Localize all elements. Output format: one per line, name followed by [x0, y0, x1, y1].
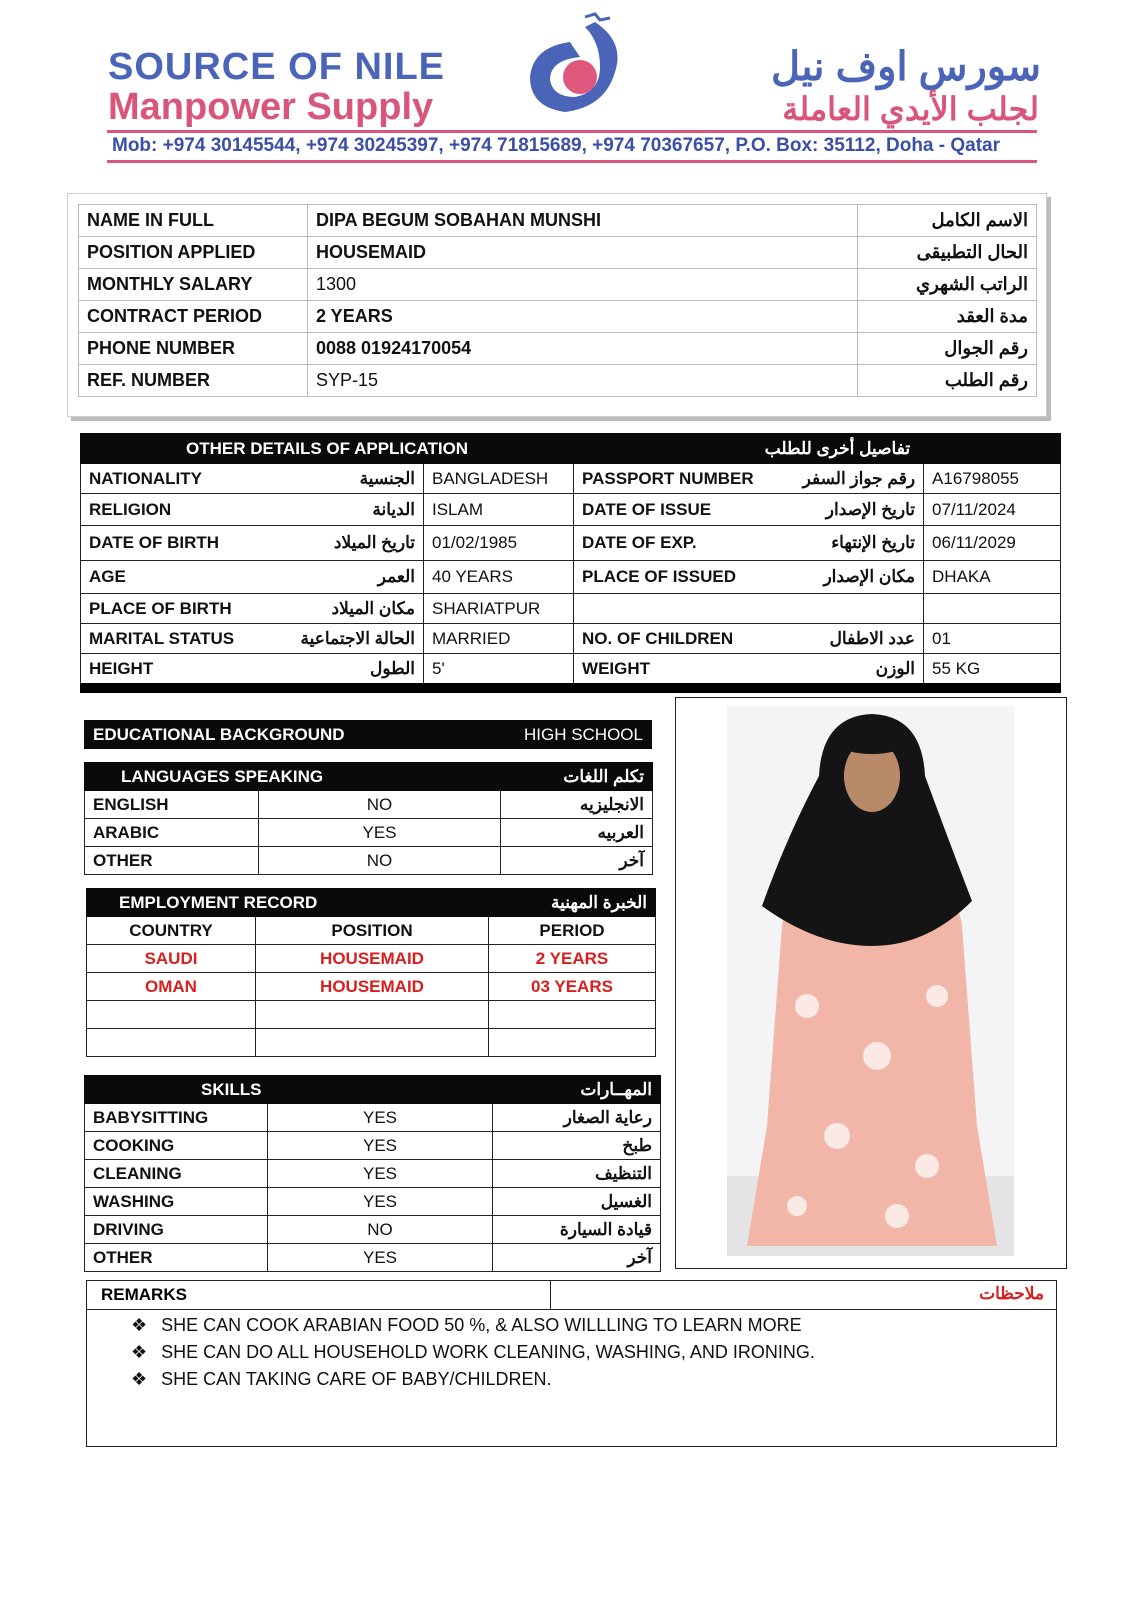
- field-label-ar: الجنسية: [266, 464, 424, 494]
- skill-name-ar: رعاية الصغار: [493, 1104, 661, 1132]
- field-value: 01: [924, 624, 1061, 654]
- field-label-ar: مكان الميلاد: [266, 594, 424, 624]
- field-label-ar: الراتب الشهري: [858, 269, 1037, 301]
- skill-value: NO: [268, 1216, 493, 1244]
- field-label-ar: العمر: [266, 561, 424, 594]
- table-row: [85, 1216, 661, 1244]
- field-label-ar: الحال التطبيقى: [858, 237, 1037, 269]
- company-name-en: SOURCE OF NILE: [108, 46, 446, 88]
- skill-name: BABYSITTING: [85, 1104, 268, 1132]
- remark-text: SHE CAN COOK ARABIAN FOOD 50 %, & ALSO WILLLING TO LEARN MORE: [161, 1315, 802, 1335]
- remark-item: [131, 1366, 1056, 1393]
- table-row: [85, 819, 653, 847]
- remarks-box: [86, 1280, 1057, 1447]
- language-name: ENGLISH: [85, 791, 259, 819]
- table-row: [81, 526, 1061, 561]
- employment-period: 2 YEARS: [489, 945, 656, 973]
- skill-name-ar: الغسيل: [493, 1188, 661, 1216]
- field-value: 40 YEARS: [424, 561, 574, 594]
- field-label: REF. NUMBER: [79, 365, 308, 397]
- field-label-ar: رقم الجوال: [858, 333, 1037, 365]
- skill-name-ar: طبخ: [493, 1132, 661, 1160]
- remark-item: [131, 1339, 1056, 1366]
- skills-title: SKILLS: [85, 1076, 493, 1104]
- company-tagline-ar: لجلب الأيدي العاملة: [782, 91, 1039, 127]
- table-row: [85, 1188, 661, 1216]
- employment-country: SAUDI: [87, 945, 256, 973]
- skill-name-ar: التنظيف: [493, 1160, 661, 1188]
- field-label-ar: مدة العقد: [858, 301, 1037, 333]
- employment-title: EMPLOYMENT RECORD: [87, 889, 489, 917]
- photo-frame: [675, 697, 1067, 1269]
- table-row: [85, 1244, 661, 1272]
- bullet-icon: ❖: [131, 1342, 148, 1362]
- table-row: [85, 1160, 661, 1188]
- table-row: [79, 237, 1037, 269]
- table-row: [79, 365, 1037, 397]
- table-row: [85, 847, 653, 875]
- field-value: MARRIED: [424, 624, 574, 654]
- field-label: DATE OF BIRTH: [81, 526, 266, 561]
- skill-name: WASHING: [85, 1188, 268, 1216]
- personal-info-panel: [67, 193, 1047, 417]
- field-label-ar: [779, 594, 924, 624]
- field-value: ISLAM: [424, 494, 574, 526]
- language-name: ARABIC: [85, 819, 259, 847]
- table-row: [81, 624, 1061, 654]
- field-value: 0088 01924170054: [308, 333, 858, 365]
- field-label-ar: الوزن: [779, 654, 924, 689]
- field-value: 1300: [308, 269, 858, 301]
- employment-country: [87, 1001, 256, 1029]
- language-value: YES: [259, 819, 501, 847]
- employment-period: [489, 1001, 656, 1029]
- employment-period: [489, 1029, 656, 1057]
- divider: [107, 160, 1037, 163]
- field-label-ar: الاسم الكامل: [858, 205, 1037, 237]
- table-row: [79, 301, 1037, 333]
- field-label: NAME IN FULL: [79, 205, 308, 237]
- applicant-photo: [727, 706, 1014, 1256]
- remark-text: SHE CAN DO ALL HOUSEHOLD WORK CLEANING, WASHING, AND IRONING.: [161, 1342, 815, 1362]
- field-label-ar: رقم جواز السفر: [779, 464, 924, 494]
- field-value: HOUSEMAID: [308, 237, 858, 269]
- field-value: DIPA BEGUM SOBAHAN MUNSHI: [308, 205, 858, 237]
- skills-table: [84, 1075, 661, 1272]
- field-value: 55 KG: [924, 654, 1061, 689]
- column-header: COUNTRY: [87, 917, 256, 945]
- table-row: [87, 973, 656, 1001]
- language-value: NO: [259, 847, 501, 875]
- field-label-ar: تاريخ الإنتهاء: [779, 526, 924, 561]
- field-label: HEIGHT: [81, 654, 266, 689]
- contact-info: Mob: +974 30145544, +974 30245397, +974 71815689, +974 70367657, P.O. Box: 35112, Doha - Qatar: [112, 135, 1001, 156]
- table-row: [87, 917, 656, 945]
- bullet-icon: ❖: [131, 1369, 148, 1389]
- employment-position: HOUSEMAID: [256, 945, 489, 973]
- table-row: [81, 654, 1061, 689]
- languages-table: [84, 762, 653, 875]
- field-label: WEIGHT: [574, 654, 779, 689]
- field-label: MARITAL STATUS: [81, 624, 266, 654]
- field-value: BANGLADESH: [424, 464, 574, 494]
- skill-value: YES: [268, 1188, 493, 1216]
- company-name-ar: سورس اوف نيل: [771, 45, 1041, 89]
- table-row: [79, 333, 1037, 365]
- languages-title-ar: تكلم اللغات: [501, 763, 653, 791]
- field-label: PLACE OF ISSUED: [574, 561, 779, 594]
- remark-item: [131, 1312, 1056, 1339]
- other-details-title: OTHER DETAILS OF APPLICATION: [81, 434, 574, 464]
- table-row: [79, 269, 1037, 301]
- field-value: A16798055: [924, 464, 1061, 494]
- language-name-ar: آخر: [501, 847, 653, 875]
- field-label: PLACE OF BIRTH: [81, 594, 266, 624]
- field-value: DHAKA: [924, 561, 1061, 594]
- languages-title: LANGUAGES SPEAKING: [85, 763, 501, 791]
- divider: [107, 130, 1037, 133]
- employment-title-ar: الخبرة المهنية: [489, 889, 656, 917]
- field-label-ar: تاريخ الإصدار: [779, 494, 924, 526]
- bullet-icon: ❖: [131, 1315, 148, 1335]
- field-label-ar: مكان الإصدار: [779, 561, 924, 594]
- field-label: AGE: [81, 561, 266, 594]
- employment-table: [86, 888, 656, 1057]
- employment-position: [256, 1001, 489, 1029]
- skill-name-ar: قيادة السيارة: [493, 1216, 661, 1244]
- field-label: CONTRACT PERIOD: [79, 301, 308, 333]
- field-label-ar: عدد الاطفال: [779, 624, 924, 654]
- field-label-ar: تاريخ الميلاد: [266, 526, 424, 561]
- field-label: [574, 594, 779, 624]
- field-label-ar: الطول: [266, 654, 424, 689]
- table-row: [81, 494, 1061, 526]
- field-label: NO. OF CHILDREN: [574, 624, 779, 654]
- table-row: [87, 1001, 656, 1029]
- education-value: HIGH SCHOOL: [368, 721, 652, 749]
- skill-value: YES: [268, 1132, 493, 1160]
- field-label: DATE OF EXP.: [574, 526, 779, 561]
- field-value: 06/11/2029: [924, 526, 1061, 561]
- field-label: NATIONALITY: [81, 464, 266, 494]
- skill-value: YES: [268, 1104, 493, 1132]
- field-label-ar: رقم الطلب: [858, 365, 1037, 397]
- field-label-ar: الحالة الاجتماعية: [266, 624, 424, 654]
- employment-period: 03 YEARS: [489, 973, 656, 1001]
- language-name-ar: الانجليزيه: [501, 791, 653, 819]
- remarks-title-ar: ملاحظات: [979, 1284, 1044, 1303]
- other-details-title-ar: تفاصيل أخرى للطلب: [574, 434, 1061, 464]
- field-value: 5': [424, 654, 574, 689]
- field-value: SHARIATPUR: [424, 594, 574, 624]
- table-row: [85, 1104, 661, 1132]
- field-value: 01/02/1985: [424, 526, 574, 561]
- table-row: [85, 1132, 661, 1160]
- other-details-table: [80, 433, 1061, 693]
- skill-value: YES: [268, 1160, 493, 1188]
- company-logo: [525, 12, 640, 124]
- field-label: POSITION APPLIED: [79, 237, 308, 269]
- table-row: [81, 464, 1061, 494]
- education-table: [84, 720, 652, 749]
- personal-info-table: [78, 204, 1037, 397]
- company-tagline-en: Manpower Supply: [108, 86, 434, 128]
- education-label: EDUCATIONAL BACKGROUND: [85, 721, 369, 749]
- skills-title-ar: المهــارات: [493, 1076, 661, 1104]
- table-row: [79, 205, 1037, 237]
- remarks-list: [87, 1310, 1056, 1393]
- skill-name: CLEANING: [85, 1160, 268, 1188]
- employment-position: HOUSEMAID: [256, 973, 489, 1001]
- field-label-ar: الديانة: [266, 494, 424, 526]
- field-value: [924, 594, 1061, 624]
- language-name: OTHER: [85, 847, 259, 875]
- skill-name: OTHER: [85, 1244, 268, 1272]
- field-value: 2 YEARS: [308, 301, 858, 333]
- table-row: [81, 561, 1061, 594]
- remark-text: SHE CAN TAKING CARE OF BABY/CHILDREN.: [161, 1369, 552, 1389]
- field-label: PHONE NUMBER: [79, 333, 308, 365]
- column-header: PERIOD: [489, 917, 656, 945]
- field-label: DATE OF ISSUE: [574, 494, 779, 526]
- employment-country: [87, 1029, 256, 1057]
- field-label: RELIGION: [81, 494, 266, 526]
- employment-position: [256, 1029, 489, 1057]
- table-row: [85, 791, 653, 819]
- skill-value: YES: [268, 1244, 493, 1272]
- employment-country: OMAN: [87, 973, 256, 1001]
- field-value: 07/11/2024: [924, 494, 1061, 526]
- language-name-ar: العربيه: [501, 819, 653, 847]
- language-value: NO: [259, 791, 501, 819]
- skill-name-ar: آخر: [493, 1244, 661, 1272]
- field-label: MONTHLY SALARY: [79, 269, 308, 301]
- column-header: POSITION: [256, 917, 489, 945]
- remarks-title: REMARKS: [87, 1281, 551, 1309]
- skill-name: DRIVING: [85, 1216, 268, 1244]
- table-row: [87, 945, 656, 973]
- field-value: SYP-15: [308, 365, 858, 397]
- field-label: PASSPORT NUMBER: [574, 464, 779, 494]
- skill-name: COOKING: [85, 1132, 268, 1160]
- table-row: [81, 594, 1061, 624]
- table-row: [87, 1029, 656, 1057]
